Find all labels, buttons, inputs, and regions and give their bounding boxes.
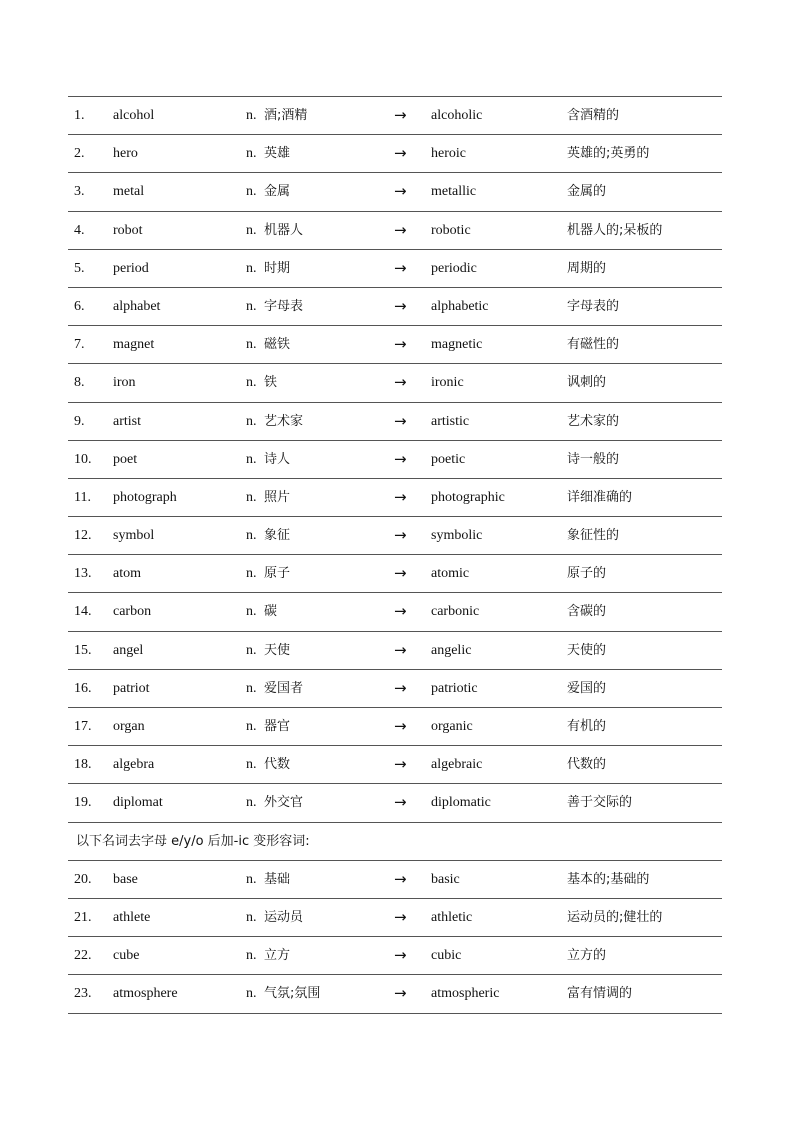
arrow-icon: →: [394, 946, 407, 965]
noun-word: hero: [113, 146, 138, 162]
arrow-icon: →: [394, 449, 407, 468]
adjective-meaning: 含碳的: [567, 604, 607, 620]
row-number: 15.: [74, 642, 92, 658]
adjective-word: patriotic: [431, 680, 478, 696]
noun-meaning: 磁铁: [264, 337, 291, 353]
row-number: 22.: [74, 948, 92, 964]
noun-word: algebra: [113, 757, 155, 773]
adjective-word: ironic: [431, 375, 464, 391]
table-row: [68, 670, 722, 708]
noun-meaning: 机器人: [264, 222, 304, 238]
table-row: [68, 441, 722, 479]
row-number: 14.: [74, 604, 92, 620]
table-row: [68, 517, 722, 555]
noun-meaning: 运动员: [264, 909, 304, 925]
arrow-icon: →: [394, 907, 407, 926]
noun-word: poet: [113, 451, 138, 467]
row-number: 8.: [74, 375, 85, 391]
noun-meaning: 碳: [264, 604, 278, 620]
row-number: 17.: [74, 719, 92, 734]
row-number: 10.: [74, 451, 92, 467]
arrow-icon: →: [394, 258, 407, 277]
row-number: 9.: [74, 413, 85, 429]
noun-word: artist: [113, 413, 141, 429]
noun-word: diplomat: [113, 795, 163, 811]
part-of-speech: n.: [246, 948, 257, 964]
noun-word: angel: [113, 642, 144, 658]
noun-meaning: 英雄: [264, 146, 291, 162]
part-of-speech: n.: [246, 604, 257, 620]
adjective-word: angelic: [431, 642, 472, 658]
row-number: 12.: [74, 528, 92, 544]
table-row: [68, 746, 722, 784]
noun-meaning: 艺术家: [264, 413, 304, 429]
vocabulary-table: [68, 96, 722, 1014]
row-number: 18.: [74, 757, 92, 773]
arrow-icon: →: [394, 640, 407, 659]
row-number: 2.: [74, 146, 85, 162]
part-of-speech: n.: [246, 298, 257, 314]
row-number: 13.: [74, 566, 92, 582]
arrow-icon: →: [394, 411, 407, 430]
noun-meaning: 爱国者: [264, 680, 304, 696]
table-row: [68, 212, 722, 250]
table-row: [68, 479, 722, 517]
adjective-meaning: 象征性的: [567, 528, 620, 544]
adjective-meaning: 含酒精的: [567, 108, 620, 123]
table-row: [68, 593, 722, 631]
row-number: 20.: [74, 871, 92, 887]
row-number: 16.: [74, 680, 92, 696]
adjective-word: photographic: [431, 489, 505, 505]
adjective-word: carbonic: [431, 604, 480, 620]
adjective-meaning: 英雄的;英勇的: [567, 146, 650, 162]
arrow-icon: →: [394, 106, 407, 124]
part-of-speech: n.: [246, 986, 257, 1002]
row-number: 4.: [74, 222, 85, 238]
noun-meaning: 立方: [264, 948, 291, 964]
row-number: 21.: [74, 909, 92, 925]
adjective-word: alcoholic: [431, 108, 483, 123]
adjective-word: organic: [431, 719, 473, 734]
adjective-word: diplomatic: [431, 795, 491, 811]
noun-word: magnet: [113, 337, 155, 353]
part-of-speech: n.: [246, 757, 257, 773]
adjective-word: periodic: [431, 260, 477, 276]
adjective-word: athletic: [431, 909, 473, 925]
table-row: [68, 784, 722, 822]
arrow-icon: →: [394, 144, 407, 163]
adjective-word: atmospheric: [431, 986, 500, 1002]
adjective-word: symbolic: [431, 528, 483, 544]
adjective-meaning: 周期的: [567, 260, 607, 276]
table-row: [68, 632, 722, 670]
noun-word: symbol: [113, 528, 155, 544]
arrow-icon: →: [394, 755, 407, 774]
noun-meaning: 字母表: [264, 298, 304, 314]
row-number: 23.: [74, 986, 92, 1002]
row-number: 5.: [74, 260, 85, 276]
noun-word: period: [113, 260, 149, 276]
adjective-meaning: 讽刺的: [567, 375, 607, 391]
arrow-icon: →: [394, 717, 407, 735]
arrow-icon: →: [394, 220, 407, 239]
part-of-speech: n.: [246, 337, 257, 353]
adjective-meaning: 立方的: [567, 948, 607, 964]
row-number: 11.: [74, 489, 91, 505]
adjective-meaning: 天使的: [567, 642, 607, 658]
noun-word: organ: [113, 719, 145, 734]
noun-meaning: 照片: [264, 489, 291, 505]
adjective-word: algebraic: [431, 757, 483, 773]
noun-meaning: 基础: [264, 871, 291, 887]
part-of-speech: n.: [246, 375, 257, 391]
adjective-word: alphabetic: [431, 298, 489, 314]
adjective-word: poetic: [431, 451, 466, 467]
noun-meaning: 金属: [264, 184, 291, 200]
row-number: 6.: [74, 298, 85, 314]
adjective-word: magnetic: [431, 337, 483, 353]
part-of-speech: n.: [246, 108, 257, 123]
part-of-speech: n.: [246, 642, 257, 658]
noun-meaning: 酒;酒精: [264, 108, 308, 123]
noun-meaning: 原子: [264, 566, 291, 582]
adjective-meaning: 字母表的: [567, 298, 620, 314]
noun-word: iron: [113, 375, 136, 391]
adjective-meaning: 艺术家的: [567, 413, 620, 429]
noun-meaning: 时期: [264, 260, 291, 276]
noun-meaning: 天使: [264, 642, 291, 658]
arrow-icon: →: [394, 793, 407, 812]
adjective-meaning: 富有情调的: [567, 986, 633, 1002]
adjective-word: cubic: [431, 948, 462, 964]
adjective-meaning: 基本的;基础的: [567, 871, 650, 887]
adjective-meaning: 诗一般的: [567, 451, 620, 467]
adjective-meaning: 善于交际的: [567, 795, 633, 811]
table-row: [68, 326, 722, 364]
arrow-icon: →: [394, 984, 407, 1003]
noun-word: patriot: [113, 680, 150, 696]
adjective-meaning: 爱国的: [567, 680, 607, 696]
noun-word: alcohol: [113, 108, 155, 123]
adjective-meaning: 机器人的;呆板的: [567, 222, 663, 238]
adjective-meaning: 原子的: [567, 566, 607, 582]
part-of-speech: n.: [246, 184, 257, 200]
note-row: [68, 823, 722, 861]
part-of-speech: n.: [246, 146, 257, 162]
noun-word: base: [113, 871, 138, 887]
part-of-speech: n.: [246, 871, 257, 887]
part-of-speech: n.: [246, 909, 257, 925]
adjective-meaning: 有机的: [567, 719, 607, 734]
adjective-word: basic: [431, 871, 460, 887]
arrow-icon: →: [394, 373, 407, 392]
table-row: [68, 899, 722, 937]
arrow-icon: →: [394, 564, 407, 583]
arrow-icon: →: [394, 335, 407, 354]
noun-meaning: 气氛;氛围: [264, 986, 321, 1002]
adjective-meaning: 金属的: [567, 184, 607, 200]
arrow-icon: →: [394, 526, 407, 545]
part-of-speech: n.: [246, 451, 257, 467]
table-row: [68, 403, 722, 441]
table-row: [68, 861, 722, 899]
adjective-word: atomic: [431, 566, 470, 582]
table-row: [68, 173, 722, 211]
word-list-group-1: [68, 96, 722, 823]
table-row: [68, 937, 722, 975]
noun-word: atom: [113, 566, 141, 582]
arrow-icon: →: [394, 487, 407, 506]
noun-word: carbon: [113, 604, 152, 620]
row-number: 1.: [74, 108, 85, 123]
arrow-icon: →: [394, 602, 407, 621]
arrow-icon: →: [394, 678, 407, 697]
part-of-speech: n.: [246, 719, 257, 734]
noun-meaning: 象征: [264, 528, 291, 544]
noun-word: cube: [113, 948, 140, 964]
arrow-icon: →: [394, 296, 407, 315]
adjective-meaning: 详细准确的: [567, 489, 633, 505]
noun-word: atmosphere: [113, 986, 178, 1002]
noun-meaning: 诗人: [264, 451, 291, 467]
noun-meaning: 外交官: [264, 795, 304, 811]
part-of-speech: n.: [246, 222, 257, 238]
noun-meaning: 器官: [264, 719, 291, 734]
table-row: [68, 288, 722, 326]
part-of-speech: n.: [246, 413, 257, 429]
row-number: 3.: [74, 184, 85, 200]
noun-word: robot: [113, 222, 143, 238]
table-row: [68, 555, 722, 593]
adjective-word: metallic: [431, 184, 477, 200]
table-row: [68, 364, 722, 402]
part-of-speech: n.: [246, 680, 257, 696]
adjective-word: robotic: [431, 222, 471, 238]
adjective-meaning: 代数的: [567, 757, 607, 773]
adjective-word: artistic: [431, 413, 470, 429]
noun-meaning: 代数: [264, 757, 291, 773]
section-note: 以下名词去字母 e/y/o 后加-ic 变形容词:: [76, 833, 310, 849]
table-row: [68, 975, 722, 1013]
table-row: [68, 135, 722, 173]
part-of-speech: n.: [246, 795, 257, 811]
arrow-icon: →: [394, 182, 407, 201]
arrow-icon: →: [394, 869, 407, 888]
table-row: [68, 708, 722, 746]
part-of-speech: n.: [246, 528, 257, 544]
row-number: 7.: [74, 337, 85, 353]
table-row: [68, 96, 722, 135]
noun-word: metal: [113, 184, 145, 200]
noun-word: photograph: [113, 489, 177, 505]
word-list-group-2: [68, 861, 722, 1014]
adjective-meaning: 运动员的;健壮的: [567, 909, 663, 925]
part-of-speech: n.: [246, 260, 257, 276]
table-row: [68, 250, 722, 288]
noun-meaning: 铁: [264, 375, 278, 391]
row-number: 19.: [74, 795, 92, 811]
part-of-speech: n.: [246, 566, 257, 582]
part-of-speech: n.: [246, 489, 257, 505]
noun-word: athlete: [113, 909, 151, 925]
adjective-meaning: 有磁性的: [567, 337, 620, 353]
adjective-word: heroic: [431, 146, 466, 162]
noun-word: alphabet: [113, 298, 161, 314]
